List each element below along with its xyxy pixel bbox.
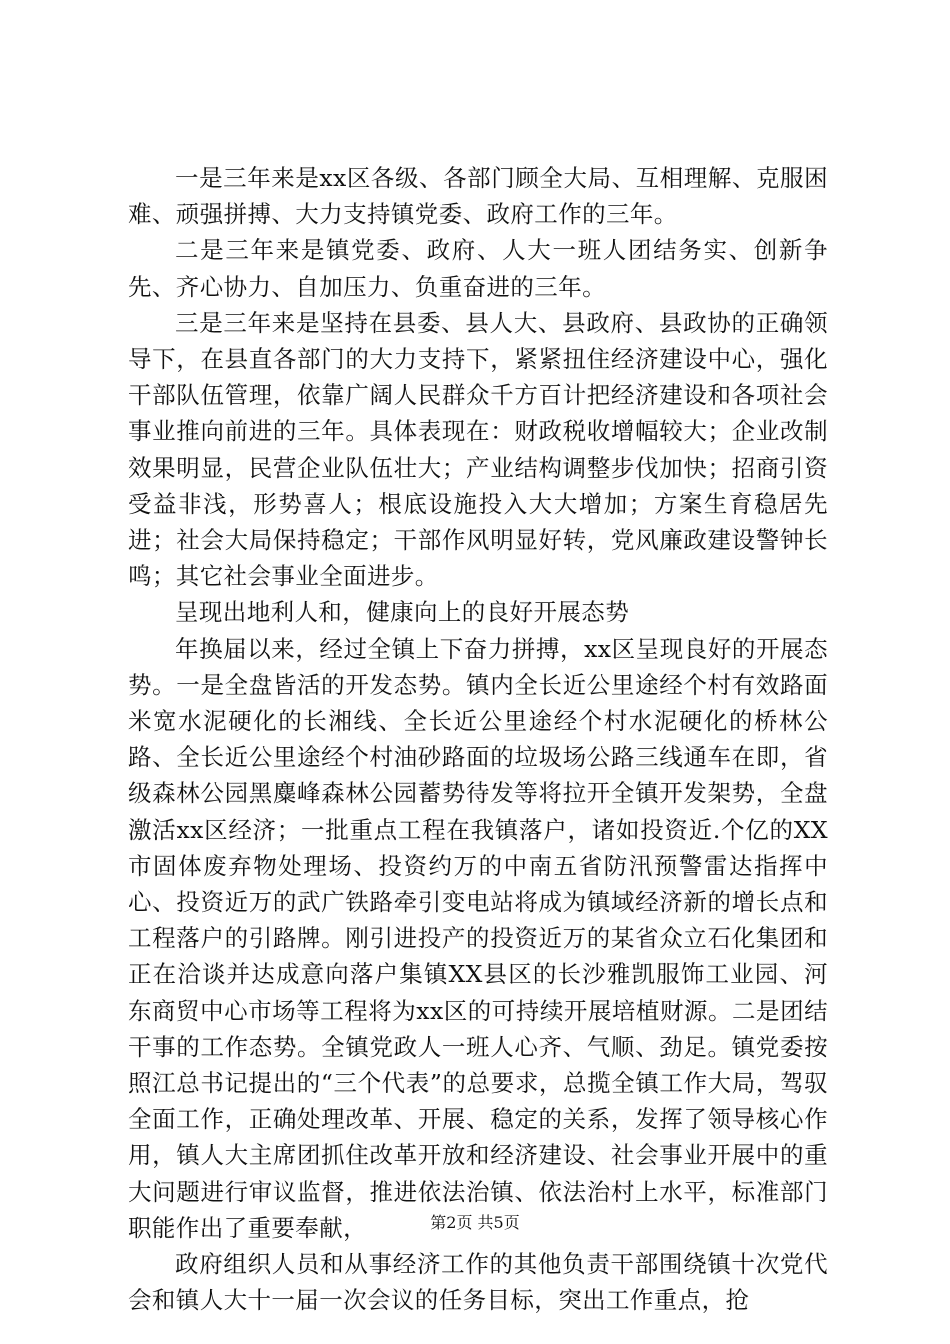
page-number-footer: 第2页 共5页: [430, 1213, 520, 1232]
paragraph-5: 政府组织人员和从事经济工作的其他负责干部围绕镇十次党代会和镇人大十一届一次会议的任务目标，突出工作重点，抢: [128, 1250, 828, 1315]
paragraph-2: 二是三年来是镇党委、政府、人大一班人团结务实、创新争先、齐心协力、自加压力、负重奋进的三年。: [128, 236, 828, 301]
paragraph-1: 一是三年来是xx区各级、各部门顾全大局、互相理解、克服困难、顽强拼搏、大力支持镇党委、政府工作的三年。: [128, 164, 828, 229]
document-body: [128, 160, 828, 1319]
section-heading: 呈现出地利人和，健康向上的良好开展态势: [175, 598, 630, 627]
paragraph-4: 年换届以来，经过全镇上下奋力拼搏，xx区呈现良好的开展态势。一是全盘皆活的开发态势。镇内全长近公里途经个村有效路面米宽水泥硬化的长湘线、全长近公里途经个村水泥硬化的桥林公路、全长近公里途经个村油砂路面的垃圾场公路三线通车在即，省级森林公园黑麋峰森林公园蓄势待发等将拉开全镇开发架势，全盘激活xx区经济；一批重点工程在我镇落户，诸如投资近.个亿的XX市固体废弃物处理场、投资约万的中南五省防汛预警雷达指挥中心、投资近万的武广铁路牵引变电站将成为镇域经济新的增长点和工程落户的引路牌。刚引进投产的投资近万的某省众立石化集团和正在洽谈并达成意向落户集镇XX县区的长沙雅凯服饰工业园、河东商贸中心市场等工程将为xx区的可持续开展培植财源。二是团结干事的工作态势。全镇党政人一班人心齐、气顺、劲足。镇党委按照江总书记提出的“三个代表”的总要求，总揽全镇工作大局，驾驭全面工作，正确处理改革、开展、稳定的关系，发挥了领导核心作用，镇人大主席团抓住改革开放和经济建设、社会事业开展中的重大问题进行审议监督，推进依法治镇、依法治村上水平，标准部门职能作出了重要奉献，: [128, 634, 828, 1242]
paragraph-3: 三是三年来是坚持在县委、县人大、县政府、县政协的正确领导下，在县直各部门的大力支持下，紧紧扭住经济建设中心，强化干部队伍管理，依靠广阔人民群众千方百计把经济建设和各项社会事业推向前进的三年。具体表现在：财政税收增幅较大；企业改制效果明显，民营企业队伍壮大；产业结构调整步伐加快；招商引资受益非浅，形势喜人；根底设施投入大大增加；方案生育稳居先进；社会大局保持稳定；干部作风明显好转，党风廉政建设警钟长鸣；其它社会事业全面进步。: [128, 308, 828, 591]
